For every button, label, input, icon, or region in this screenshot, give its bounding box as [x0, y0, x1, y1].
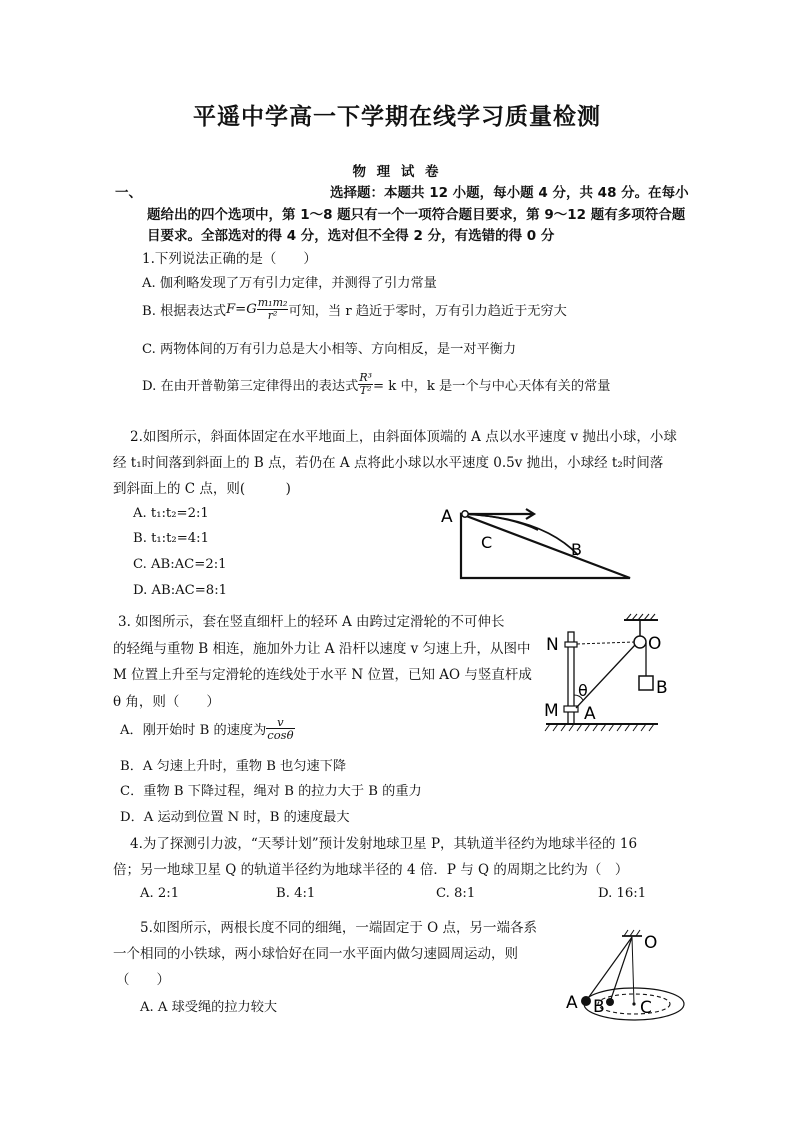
q3-stem-line3: M 位置上升至与定滑轮的连线处于水平 N 位置，已知 AO 与竖直杆成	[113, 667, 532, 683]
label-theta: θ	[578, 681, 588, 700]
ring-n	[565, 642, 577, 647]
section-heading-line2: 题给出的四个选项中，第 1～8 题只有一个一项符合题目要求，第 9～12 题有多项符合题	[147, 207, 686, 223]
q3-option-a-prefix: A．刚开始时 B 的速度为	[120, 723, 267, 739]
label-b: B	[656, 678, 668, 698]
q4-stem-line1: 4.为了探测引力波，“天琴计划”预计发射地球卫星 P，其轨道半径约为地球半径的 16	[130, 836, 638, 852]
q1-kepler-numerator: R³	[359, 371, 373, 384]
label-o: O	[644, 933, 658, 953]
q2-option-b: B. t₁:t₂=4:1	[133, 531, 209, 546]
q3-stem-line2: 的轻绳与重物 B 相连，施加外力让 A 沿杆以速度 v 匀速上升，从图中	[113, 641, 531, 657]
ball-a	[581, 996, 591, 1006]
q3-fraction-numerator: v	[266, 716, 294, 729]
label-b: B	[593, 997, 605, 1017]
q1-option-b	[142, 297, 567, 321]
page-subtitle: 物 理 试 卷	[352, 164, 442, 180]
section-number: 一、	[115, 185, 142, 201]
q5-stem-line3: （ ）	[116, 972, 170, 988]
q1-option-b-suffix: 可知，当 r 趋近于零时，万有引力趋近于无穷大	[288, 303, 567, 319]
ground-hatch	[545, 724, 654, 731]
q1-formula-denominator: r²	[267, 308, 278, 322]
section-heading-line1: 选择题：本题共 12 小题，每小题 4 分，共 48 分。在每小	[330, 185, 689, 201]
q2-stem-line3: 到斜面上的 C 点，则( )	[113, 481, 291, 497]
q2-option-a: A. t₁:t₂=2:1	[133, 506, 209, 521]
q3-stem-line1: 3. 如图所示，套在竖直细杆上的轻环 A 由跨过定滑轮的不可伸长	[118, 614, 505, 630]
q4-option-d: D. 16:1	[598, 886, 647, 901]
dashed-line-n	[577, 642, 634, 644]
q1-kepler-fraction	[358, 372, 373, 396]
string-b	[610, 937, 632, 1002]
string-a	[586, 937, 632, 1001]
q5-option-a: A. A 球受绳的拉力较大	[140, 1000, 278, 1015]
q3-option-c: C．重物 B 下降过程，绳对 B 的拉力大于 B 的重力	[120, 784, 422, 799]
q1-formula-numerator: m₁m₂	[257, 296, 288, 309]
q1-option-d-prefix: D. 在由开普勒第三定律得出的表达式	[142, 378, 359, 394]
q3-option-d: D．A 运动到位置 N 时，B 的速度最大	[120, 810, 350, 825]
q5-stem-line2: 一个相同的小铁球，两小球恰好在同一水平面内做匀速圆周运动，则	[113, 946, 518, 962]
q2-stem-line1: 2.如图所示，斜面体固定在水平地面上，由斜面体顶端的 A 点以水平速度 v 抛出小球，小球	[130, 429, 677, 445]
q4-stem-line2: 倍；另一地球卫星 Q 的轨道半径约为地球半径的 4 倍．P 与 Q 的周期之比约为（ ）	[113, 862, 629, 878]
q5-stem-line1: 5.如图所示，两根长度不同的细绳，一端固定于 O 点，另一端各系	[140, 920, 538, 936]
weight-b	[639, 676, 653, 690]
q1-kepler-denominator: T²	[359, 383, 372, 397]
q1-option-b-prefix: B. 根据表达式	[142, 303, 227, 319]
label-a: A	[441, 507, 453, 527]
center-c	[632, 1002, 635, 1005]
q2-option-c: C. AB:AC=2:1	[133, 557, 227, 572]
q2-stem-line2: 经 t₁时间落到斜面上的 B 点，若仍在 A 点将此小球以水平速度 0.5v 抛出，小球经 t₂时间落	[113, 455, 664, 471]
q5-conical-pendulum-figure	[560, 928, 690, 1028]
label-a: A	[566, 993, 578, 1013]
q1-option-a: A. 伽利略发现了万有引力定律，并测得了引力常量	[142, 276, 437, 291]
q1-formula-fraction	[257, 297, 289, 321]
q3-option-a	[120, 716, 295, 741]
q1-option-c: C. 两物体间的万有引力总是大小相等、方向相反，是一对平衡力	[142, 342, 517, 357]
point-a-dot	[462, 511, 468, 517]
q1-formula-lhs: F=G	[226, 301, 257, 317]
q4-option-c: C. 8:1	[436, 886, 476, 901]
label-b: B	[571, 540, 582, 559]
q1-option-d	[142, 372, 610, 396]
q3-fraction-denominator: cosθ	[267, 728, 294, 743]
page-title: 平遥中学高一下学期在线学习质量检测	[193, 104, 601, 130]
trajectory-c	[465, 514, 538, 530]
q2-option-d: D. AB:AC=8:1	[133, 583, 228, 598]
ball-b	[606, 998, 614, 1006]
q1-stem: 1.下列说法正确的是（ ）	[142, 251, 317, 267]
q4-option-b: B. 4:1	[276, 886, 316, 901]
label-m: M	[544, 701, 559, 721]
q1-option-d-suffix: = k 中，k 是一个与中心天体有关的常量	[373, 378, 611, 394]
q3-stem-line4: θ 角，则（ ）	[113, 694, 220, 710]
q2-incline-figure	[438, 500, 638, 582]
q3-option-a-fraction	[266, 716, 294, 741]
label-o: O	[648, 634, 662, 654]
section-heading-line3: 目要求。全部选对的得 4 分，选对但不全得 2 分，有选错的得 0 分	[147, 228, 555, 244]
support-hatch	[624, 930, 640, 936]
label-n: N	[546, 635, 559, 655]
q4-option-a: A. 2:1	[140, 886, 180, 901]
label-c: C	[481, 533, 493, 552]
label-a: A	[584, 704, 596, 724]
label-c: C	[640, 998, 652, 1018]
ring-m	[564, 706, 578, 712]
q3-option-b: B．A 匀速上升时，重物 B 也匀速下降	[120, 759, 347, 774]
q3-pulley-figure	[540, 612, 680, 737]
pulley	[634, 636, 646, 648]
